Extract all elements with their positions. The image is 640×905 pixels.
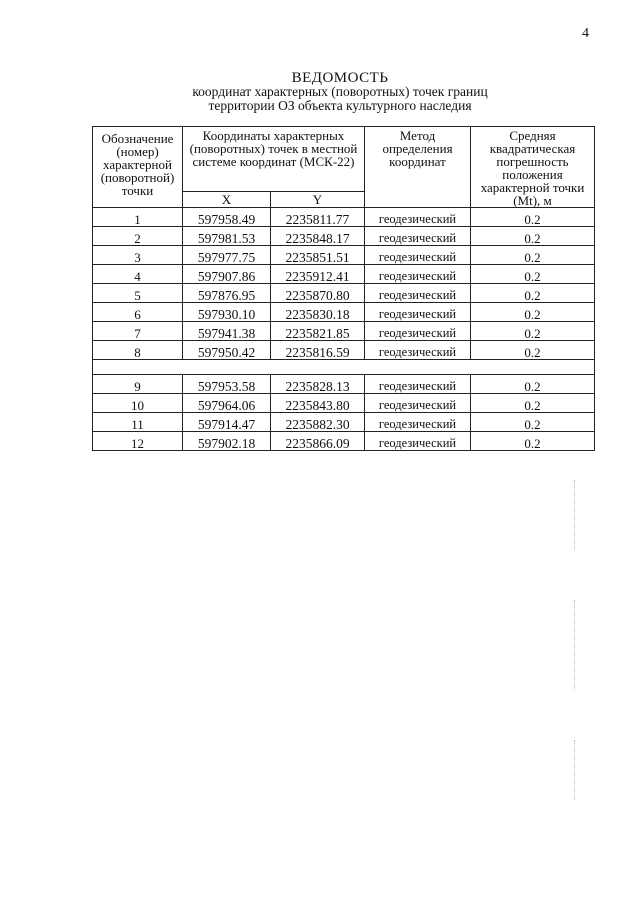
method-cell: геодезический: [365, 303, 471, 322]
method-cell: геодезический: [365, 284, 471, 303]
point-number-cell: 1: [93, 208, 183, 227]
x-coordinate-cell: 597953.58: [183, 375, 271, 394]
y-coordinate-cell: 2235882.30: [271, 413, 365, 432]
method-cell: геодезический: [365, 432, 471, 451]
point-number-cell: 9: [93, 375, 183, 394]
y-coordinate-cell: 2235811.77: [271, 208, 365, 227]
accuracy-cell: 0.2: [471, 208, 595, 227]
y-coordinate-cell: 2235870.80: [271, 284, 365, 303]
table-separator: [93, 360, 595, 375]
accuracy-cell: 0.2: [471, 227, 595, 246]
coordinates-table: [92, 126, 595, 451]
x-coordinate-cell: 597930.10: [183, 303, 271, 322]
table-group-1: [93, 208, 595, 360]
method-cell: геодезический: [365, 413, 471, 432]
x-coordinate-cell: 597981.53: [183, 227, 271, 246]
accuracy-cell: 0.2: [471, 432, 595, 451]
point-number-cell: 4: [93, 265, 183, 284]
accuracy-cell: 0.2: [471, 322, 595, 341]
accuracy-cell: 0.2: [471, 341, 595, 360]
header-x: X: [183, 192, 271, 208]
x-coordinate-cell: 597941.38: [183, 322, 271, 341]
y-coordinate-cell: 2235843.80: [271, 394, 365, 413]
y-coordinate-cell: 2235866.09: [271, 432, 365, 451]
title-line-2: территории ОЗ объекта культурного наследия: [208, 98, 472, 113]
page-number: 4: [582, 26, 589, 41]
table-row: [93, 303, 595, 322]
title-line-1: координат характерных (поворотных) точек границ: [192, 84, 488, 99]
point-number-cell: 11: [93, 413, 183, 432]
accuracy-cell: 0.2: [471, 375, 595, 394]
scan-artifact-dots: [574, 600, 577, 690]
table-row: [93, 246, 595, 265]
table-row: [93, 208, 595, 227]
title-main: ВЕДОМОСТЬ: [291, 70, 389, 86]
scan-artifact-dots: [574, 480, 577, 550]
x-coordinate-cell: 597876.95: [183, 284, 271, 303]
table-row: [93, 413, 595, 432]
method-cell: геодезический: [365, 208, 471, 227]
header-method: Метод определения координат: [365, 127, 471, 208]
table-group-2: [93, 375, 595, 451]
accuracy-cell: 0.2: [471, 303, 595, 322]
method-cell: геодезический: [365, 341, 471, 360]
table-row: [93, 265, 595, 284]
accuracy-cell: 0.2: [471, 246, 595, 265]
accuracy-cell: 0.2: [471, 413, 595, 432]
point-number-cell: 3: [93, 246, 183, 265]
method-cell: геодезический: [365, 227, 471, 246]
header-point: Обозначение (номер) характерной (поворотной) точки: [93, 127, 183, 208]
table-row: [93, 432, 595, 451]
x-coordinate-cell: 597964.06: [183, 394, 271, 413]
x-coordinate-cell: 597914.47: [183, 413, 271, 432]
x-coordinate-cell: 597907.86: [183, 265, 271, 284]
table-row: [93, 394, 595, 413]
point-number-cell: 2: [93, 227, 183, 246]
method-cell: геодезический: [365, 322, 471, 341]
method-cell: геодезический: [365, 375, 471, 394]
table-row: [93, 322, 595, 341]
method-cell: геодезический: [365, 394, 471, 413]
accuracy-cell: 0.2: [471, 265, 595, 284]
y-coordinate-cell: 2235848.17: [271, 227, 365, 246]
point-number-cell: 8: [93, 341, 183, 360]
table-row: [93, 375, 595, 394]
table-row: [93, 284, 595, 303]
method-cell: геодезический: [365, 265, 471, 284]
y-coordinate-cell: 2235830.18: [271, 303, 365, 322]
header-accuracy: Средняя квадратическая погрешность положения характерной точки (Mt), м: [471, 127, 595, 208]
accuracy-cell: 0.2: [471, 284, 595, 303]
x-coordinate-cell: 597958.49: [183, 208, 271, 227]
accuracy-cell: 0.2: [471, 394, 595, 413]
point-number-cell: 6: [93, 303, 183, 322]
x-coordinate-cell: 597977.75: [183, 246, 271, 265]
table-row: [93, 227, 595, 246]
x-coordinate-cell: 597950.42: [183, 341, 271, 360]
document-title: [150, 71, 530, 113]
scan-artifact-dots: [574, 740, 577, 800]
method-cell: геодезический: [365, 246, 471, 265]
point-number-cell: 5: [93, 284, 183, 303]
header-coords: Координаты характерных (поворотных) точек в местной системе координат (МСК-22): [183, 127, 365, 192]
point-number-cell: 12: [93, 432, 183, 451]
y-coordinate-cell: 2235851.51: [271, 246, 365, 265]
y-coordinate-cell: 2235912.41: [271, 265, 365, 284]
table-row: [93, 341, 595, 360]
y-coordinate-cell: 2235828.13: [271, 375, 365, 394]
separator-row: [93, 360, 595, 375]
header-y: Y: [271, 192, 365, 208]
y-coordinate-cell: 2235821.85: [271, 322, 365, 341]
point-number-cell: 7: [93, 322, 183, 341]
y-coordinate-cell: 2235816.59: [271, 341, 365, 360]
point-number-cell: 10: [93, 394, 183, 413]
x-coordinate-cell: 597902.18: [183, 432, 271, 451]
